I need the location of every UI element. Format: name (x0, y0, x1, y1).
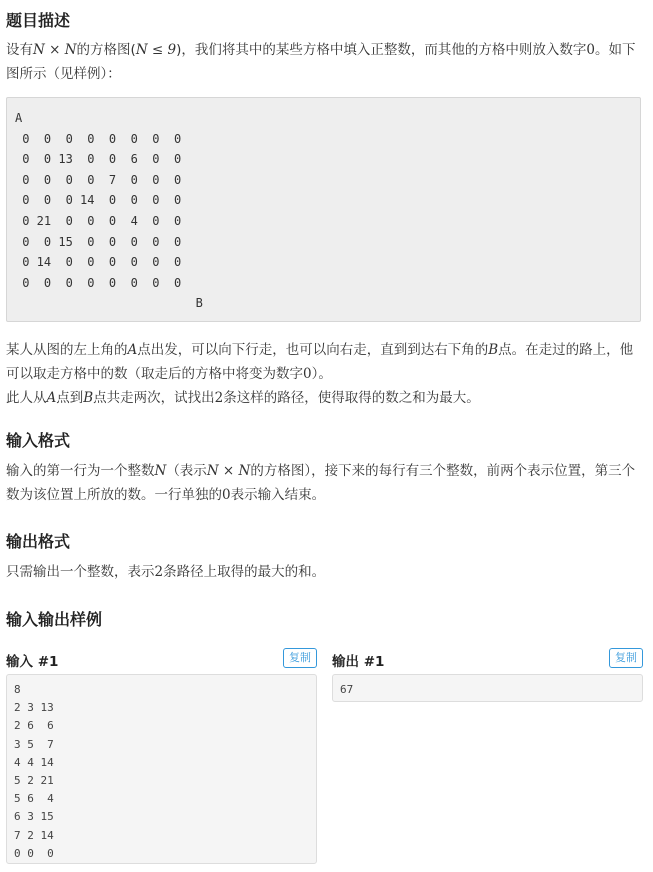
description-paragraph-2: 某人从图的左上角的A点出发，可以向下行走，也可以向右走，直到到达右下角的B点。在走过的路上，他可以取走方格中的数（取走后的方格中将变为数字0）。 此人从A点到B点共走两次，试找出2条这样的路径，使得取得的数之和为最大。 (6, 342, 634, 406)
output-format-title: 输出格式 (6, 532, 71, 551)
sample-input-box (6, 674, 317, 864)
input-format-paragraph: 输入的第一行为一个整数N（表示N × N的方格图），接下来的每行有三个整数，前两个表示位置，第三个数为该位置上所放的数。一行单独的0表示输入结束。 (6, 463, 636, 503)
description-paragraph-1: 设有N × N的方格图(N ≤ 9)，我们将其中的某些方格中填入正整数，而其他的方格中则放入数字0。如下图所示（见样例）： (6, 42, 636, 82)
sample-input-label: 输入 #1 (6, 654, 59, 670)
samples-title: 输入输出样例 (6, 610, 103, 629)
copy-input-button[interactable]: 复制 (283, 648, 317, 668)
sample-output-text: 67 (340, 683, 354, 696)
grid-example: A 0 0 0 0 0 0 0 0 0 0 13 0 0 6 0 0 0 0 0 0 7 0 0 0 0 0 0 14 0 0 0 0 0 21 0 0 0 4 0 0 0 0 15 0 0 0 0 0 0 14 0 0 0 0 0 0 0 0 0 0 0 0 0 0 B (15, 111, 203, 311)
description-title: 题目描述 (6, 11, 71, 30)
output-format-paragraph: 只需输出一个整数，表示2条路径上取得的最大的和。 (6, 564, 326, 580)
copy-output-button[interactable]: 复制 (609, 648, 643, 668)
sample-output-label: 输出 #1 (332, 654, 385, 670)
grid-example-box (6, 97, 641, 322)
sample-output-box (332, 674, 643, 702)
sample-input-text: 8 2 3 13 2 6 6 3 5 7 4 4 14 5 2 21 5 6 4 6 3 15 7 2 14 0 0 0 (14, 683, 54, 860)
input-format-title: 输入格式 (6, 431, 71, 450)
